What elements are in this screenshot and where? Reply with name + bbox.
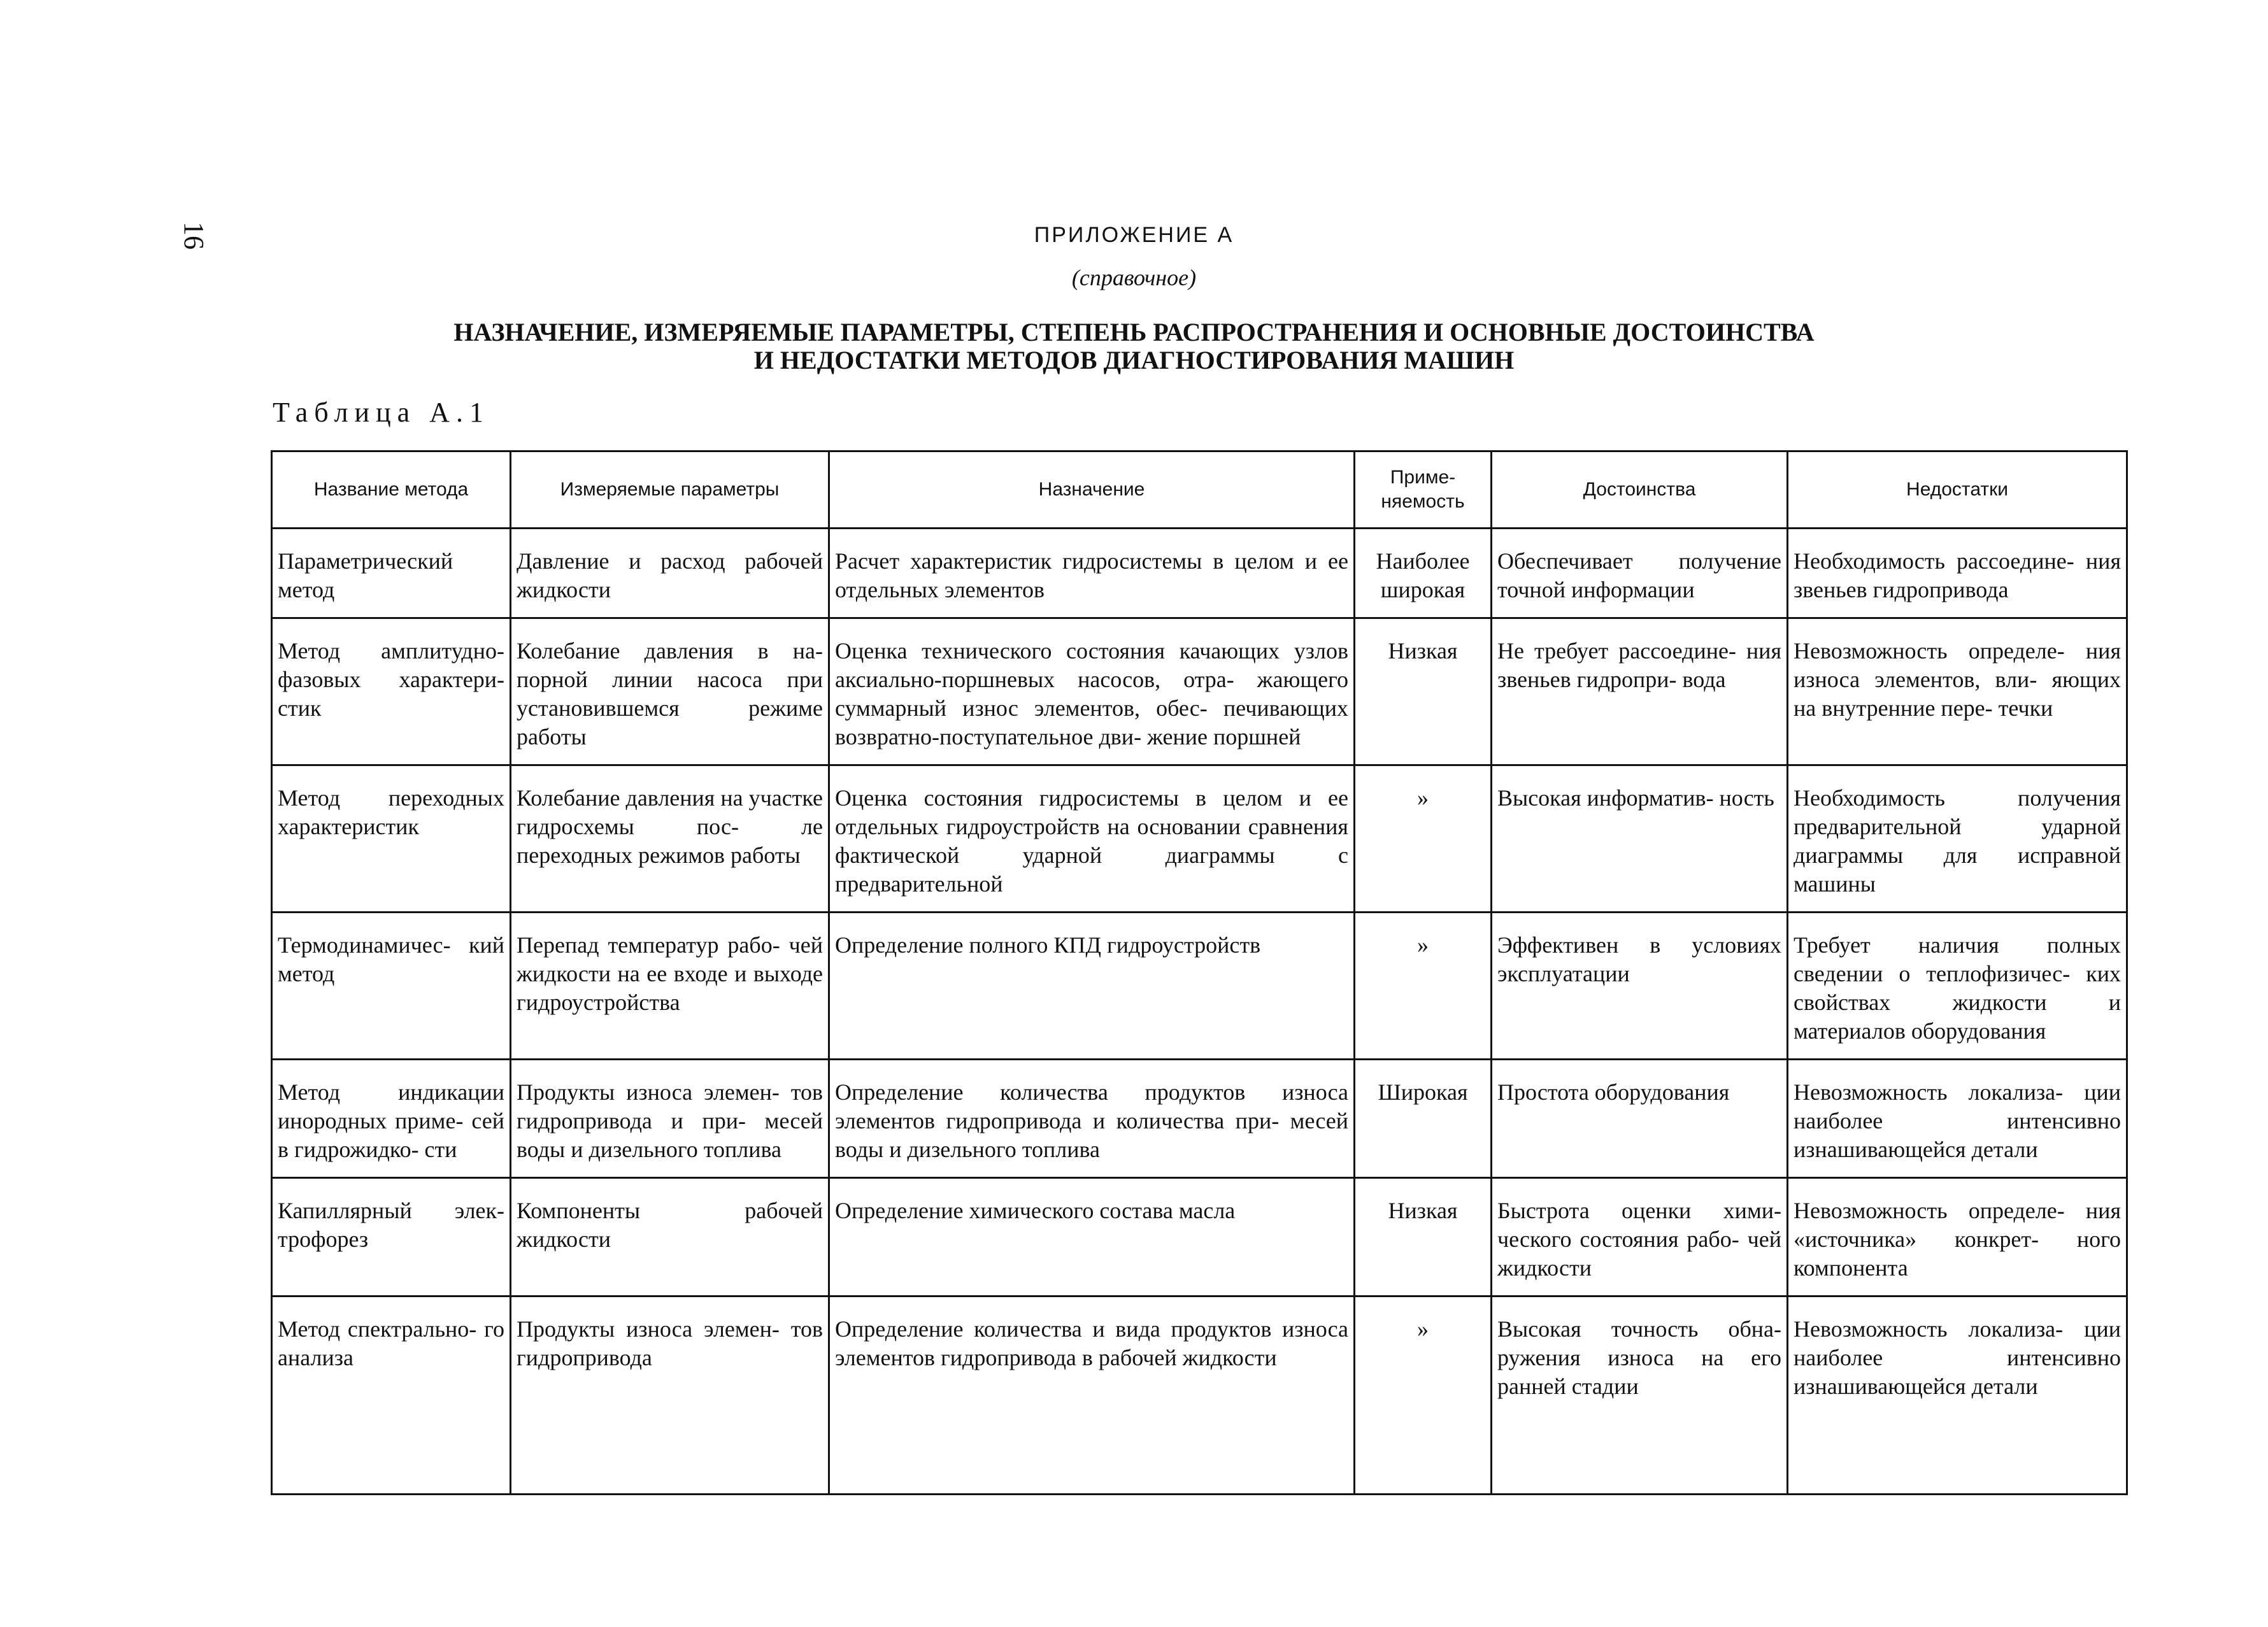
header-purpose: Назначение [829, 451, 1355, 529]
cell-advantages: Высокая точность обна- ружения износа на его ранней стадии [1492, 1297, 1788, 1495]
cell-advantages: Обеспечивает получение точной информации [1492, 529, 1788, 618]
cell-advantages: Эффективен в условиях эксплуатации [1492, 913, 1788, 1060]
cell-disadvantages: Требует наличия полных сведении о теплофизичес- ких свойствах жидкости и материалов оборудования [1788, 913, 2127, 1060]
cell-method: Метод амплитудно- фазовых характери- стик [272, 618, 511, 765]
cell-purpose: Определение химического состава масла [829, 1178, 1355, 1297]
heading-line-2: И НЕДОСТАТКИ МЕТОДОВ ДИАГНОСТИРОВАНИЯ МАШИН [753, 346, 1515, 374]
heading-line-1: НАЗНАЧЕНИЕ, ИЗМЕРЯЕМЫЕ ПАРАМЕТРЫ, СТЕПЕНЬ РАСПРОСТРАНЕНИЯ И ОСНОВНЫЕ ДОСТОИНСТВА [453, 318, 1815, 346]
cell-purpose: Оценка технического состояния качающих узлов аксиально-поршневых насосов, отра- жающего суммарный износ элементов, обес- печивающих возвратно-поступательное дви- жение поршней [829, 618, 1355, 765]
cell-applicability: » [1355, 1297, 1492, 1495]
cell-disadvantages: Невозможность локализа- ции наиболее интенсивно изнашивающейся детали [1788, 1297, 2127, 1495]
cell-applicability: Низкая [1355, 1178, 1492, 1297]
cell-method: Термодинамичес- кий метод [272, 913, 511, 1060]
cell-applicability: Широкая [1355, 1060, 1492, 1178]
cell-disadvantages: Невозможность определе- ния износа элементов, вли- яющих на внутренние пере- течки [1788, 618, 2127, 765]
table-label: Таблица А.1 [273, 397, 490, 428]
cell-applicability: Наиболее широкая [1355, 529, 1492, 618]
page-number: 16 [178, 222, 210, 250]
table-row [272, 1060, 2127, 1178]
table-row [272, 1178, 2127, 1297]
cell-disadvantages: Необходимость получения предварительной ударной диаграммы для исправной машины [1788, 765, 2127, 913]
cell-method: Параметрический метод [272, 529, 511, 618]
cell-advantages: Простота оборудования [1492, 1060, 1788, 1178]
cell-params: Колебание давления на участке гидросхемы пос- ле переходных режимов работы [511, 765, 829, 913]
cell-purpose: Определение количества и вида продуктов износа элементов гидропривода в рабочей жидкости [829, 1297, 1355, 1495]
table-row [272, 1297, 2127, 1495]
cell-advantages: Не требует рассоедине- ния звеньев гидропри- вода [1492, 618, 1788, 765]
cell-disadvantages: Необходимость рассоедине- ния звеньев гидропривода [1788, 529, 2127, 618]
main-heading [0, 318, 2268, 374]
cell-disadvantages: Невозможность локализа- ции наиболее интенсивно изнашивающейся детали [1788, 1060, 2127, 1178]
table-row [272, 913, 2127, 1060]
cell-applicability: Низкая [1355, 618, 1492, 765]
cell-advantages: Быстрота оценки хими- ческого состояния рабо- чей жидкости [1492, 1178, 1788, 1297]
cell-method: Капиллярный элек- трофорез [272, 1178, 511, 1297]
header-disadvantages: Недостатки [1788, 451, 2127, 529]
cell-params: Компоненты рабочей жидкости [511, 1178, 829, 1297]
cell-method: Метод индикации инородных приме- сей в гидрожидко- сти [272, 1060, 511, 1178]
appendix-title: ПРИЛОЖЕНИЕ А [1034, 223, 1234, 247]
cell-method: Метод спектрально- го анализа [272, 1297, 511, 1495]
cell-purpose: Определение количества продуктов износа элементов гидропривода и количества при- месей воды и дизельного топлива [829, 1060, 1355, 1178]
cell-disadvantages: Невозможность определе- ния «источника» конкрет- ного компонента [1788, 1178, 2127, 1297]
cell-params: Продукты износа элемен- тов гидропривода [511, 1297, 829, 1495]
table-row [272, 765, 2127, 913]
cell-purpose: Расчет характеристик гидросистемы в целом и ее отдельных элементов [829, 529, 1355, 618]
cell-purpose: Оценка состояния гидросистемы в целом и ее отдельных гидроустройств на основании сравнения фактической ударной диаграммы с предварительной [829, 765, 1355, 913]
cell-applicability: » [1355, 765, 1492, 913]
header-method-name: Название метода [272, 451, 511, 529]
cell-params: Колебание давления в на- порной линии насоса при установившемся режиме работы [511, 618, 829, 765]
cell-params: Давление и расход рабочей жидкости [511, 529, 829, 618]
table-header-row [272, 451, 2127, 529]
cell-advantages: Высокая информатив- ность [1492, 765, 1788, 913]
cell-params: Перепад температур рабо- чей жидкости на ее входе и выходе гидроустройства [511, 913, 829, 1060]
cell-applicability: » [1355, 913, 1492, 1060]
table-row [272, 618, 2127, 765]
header-measured-params: Измеряемые параметры [511, 451, 829, 529]
appendix-subtitle: (справочное) [1071, 265, 1197, 290]
cell-purpose: Определение полного КПД гидроустройств [829, 913, 1355, 1060]
header-applicability: Приме- няемость [1355, 451, 1492, 529]
header-advantages: Достоинства [1492, 451, 1788, 529]
cell-method: Метод переходных характеристик [272, 765, 511, 913]
table-row [272, 529, 2127, 618]
methods-table [271, 450, 2128, 1495]
cell-params: Продукты износа элемен- тов гидропривода и при- месей воды и дизельного топлива [511, 1060, 829, 1178]
